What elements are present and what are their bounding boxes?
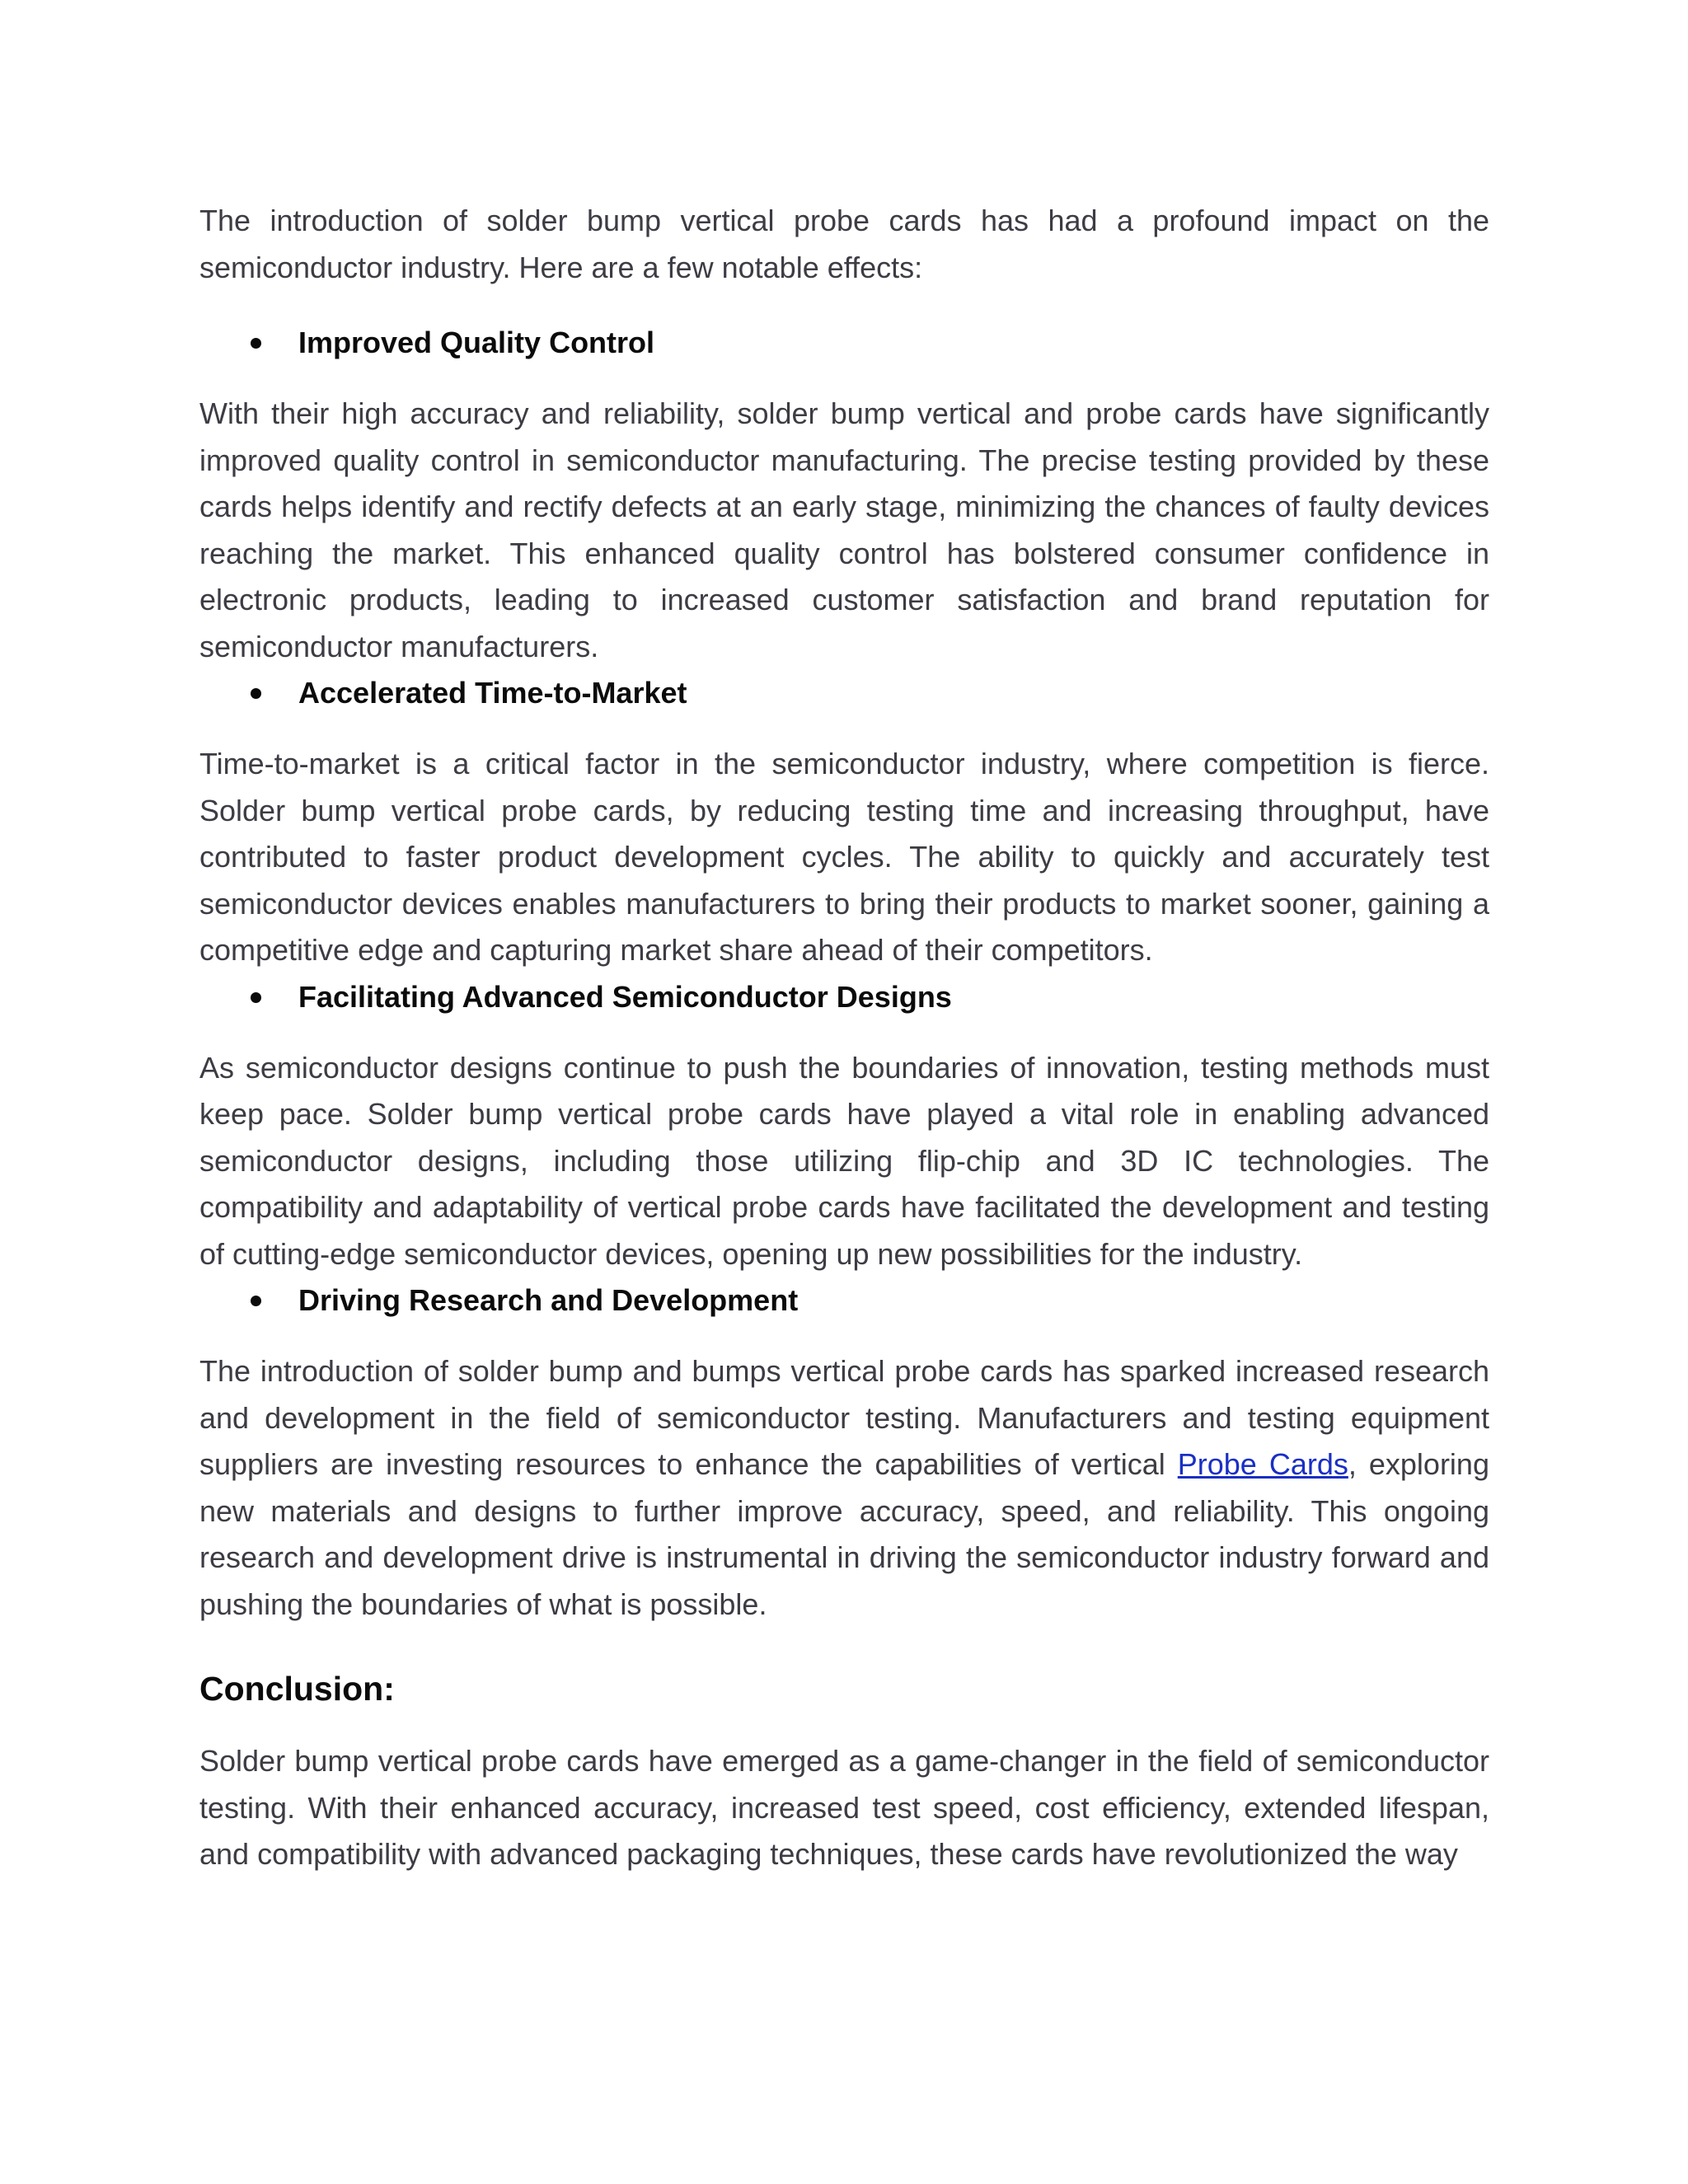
bullet-heading-quality-control [199,320,1489,366]
bullet-heading-advanced-designs [199,974,1489,1020]
paragraph-time-to-market: Time-to-market is a critical factor in the semiconductor industry, where competition is fierce. Solder bump vertical probe cards, by reducing testing time and increasing throughput, have contributed to faster product development cycles. The ability to quickly and accurately test semiconductor devices enables manufacturers to bring their products to market sooner, gaining a competitive edge and capturing market share ahead of their competitors. [199,747,1489,967]
bullet-icon [251,992,261,1003]
bullet-heading-time-to-market [199,670,1489,716]
paragraph-text-after-link: , exploring new materials and designs to further improve accuracy, speed, and reliability. This ongoing research and development drive is instrumental in driving the semiconductor industry forward and pushing the boundaries of what is possible. [199,1447,1489,1621]
bullet-heading-text: Driving Research and Development [298,1283,799,1317]
bullet-icon [251,688,261,699]
intro-paragraph: The introduction of solder bump vertical probe cards has had a profound impact on the semiconductor industry. Here are a few notable effects: [199,204,1489,284]
document-page [199,198,1489,1878]
paragraph-quality-control: With their high accuracy and reliability, solder bump vertical and probe cards have significantly improved quality control in semiconductor manufacturing. The precise testing provided by these cards helps identify and rectify defects at an early stage, minimizing the chances of faulty devices reaching the market. This enhanced quality control has bolstered consumer confidence in electronic products, leading to increased customer satisfaction and brand reputation for semiconductor manufacturers. [199,396,1489,663]
paragraph-research-development [199,1348,1489,1628]
conclusion-paragraph: Solder bump vertical probe cards have emerged as a game-changer in the field of semiconductor testing. With their enhanced accuracy, increased test speed, cost efficiency, extended lifespan, and compatibility with advanced packaging techniques, these cards have revolutionized the way [199,1744,1489,1871]
paragraph-advanced-designs: As semiconductor designs continue to push the boundaries of innovation, testing methods must keep pace. Solder bump vertical probe cards have played a vital role in enabling advanced semiconductor designs, including those utilizing flip-chip and 3D IC technologies. The compatibility and adaptability of vertical probe cards have facilitated the development and testing of cutting-edge semiconductor devices, opening up new possibilities for the industry. [199,1050,1489,1271]
bullet-heading-text: Facilitating Advanced Semiconductor Designs [298,979,952,1014]
bullet-heading-text: Accelerated Time-to-Market [298,676,687,710]
bullet-heading-research-development [199,1277,1489,1324]
bullet-heading-text: Improved Quality Control [298,326,655,359]
probe-cards-link[interactable]: Probe Cards [1177,1447,1348,1481]
conclusion-heading: Conclusion: [199,1670,395,1708]
bullet-icon [251,338,261,349]
paragraph-text-before-link: The introduction of solder bump and bumps vertical probe cards has sparked increased research and development in the field of semiconductor testing. Manufacturers and testing equipment suppliers are investing resources to enhance the capabilities of vertical [199,1354,1489,1481]
bullet-icon [251,1296,261,1306]
